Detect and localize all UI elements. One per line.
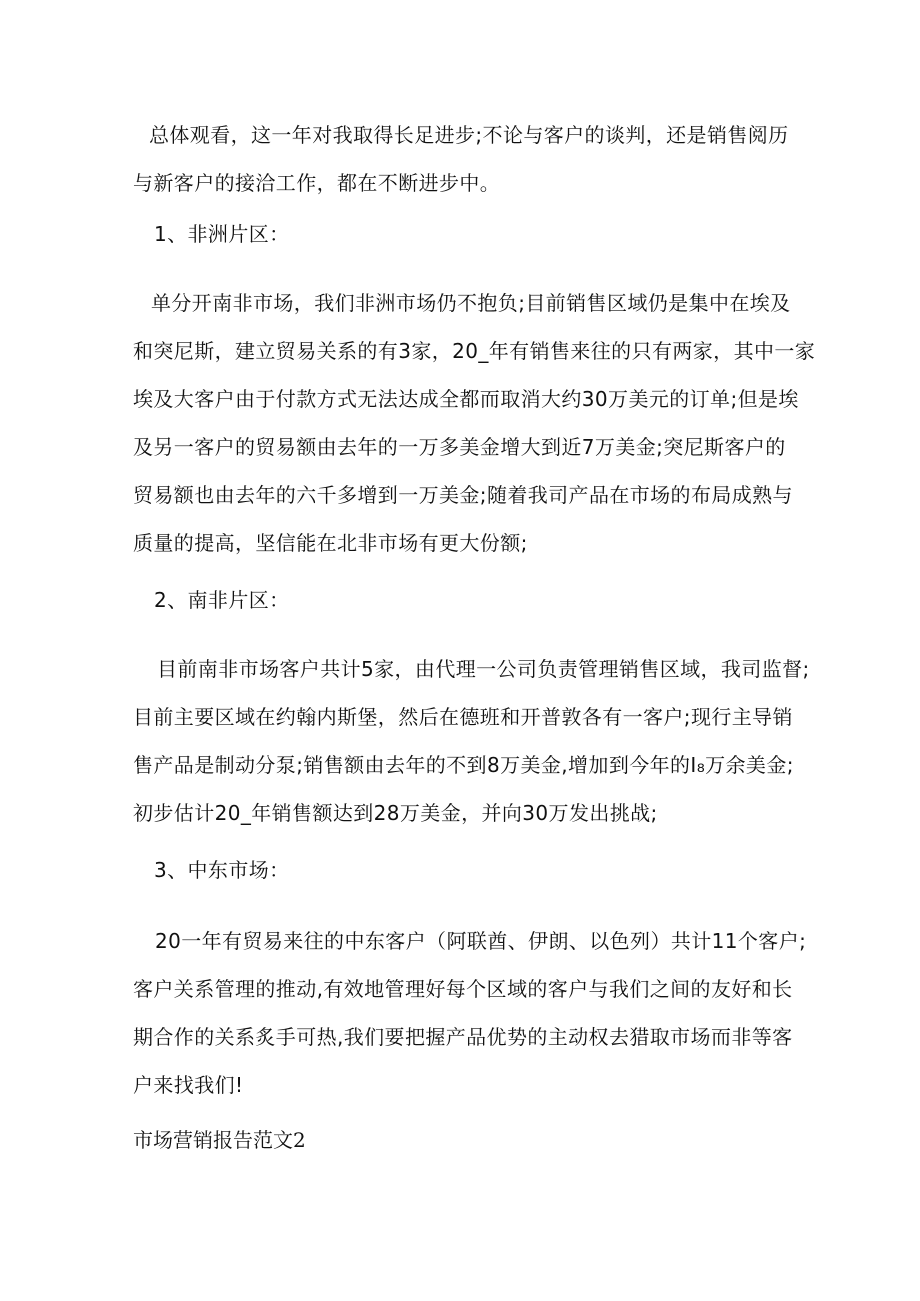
paragraph-line: 质量的提高，坚信能在北非市场有更大份额; xyxy=(133,531,528,555)
africa-paragraph xyxy=(133,279,816,567)
paragraph-line: 客户关系管理的推动,有效地管理好每个区域的客户与我们之间的友好和长 xyxy=(133,977,793,1001)
paragraph-line: 目前南非市场客户共计5家，由代理一公司负责管理销售区域，我司监督; xyxy=(157,657,810,681)
paragraph-line: 期合作的关系炙手可热,我们要把握产品优势的主动权去猎取市场而非等客 xyxy=(133,1025,793,1049)
paragraph-line: 20一年有贸易来往的中东客户（阿联酋、伊朗、以色列）共计11个客户; xyxy=(155,929,807,953)
section-heading-africa: 1、非洲片区： xyxy=(154,222,290,246)
paragraph-line: 初步估计20_年销售额达到28万美金，并向30万发出挑战; xyxy=(133,801,658,825)
paragraph-line: 户来找我们! xyxy=(133,1073,244,1097)
paragraph-line: 贸易额也由去年的六千多增到一万美金;随着我司产品在市场的布局成熟与 xyxy=(133,483,793,507)
next-report-title: 市场营销报告范文2 xyxy=(133,1128,306,1152)
paragraph-line: 单分开南非市场，我们非洲市场仍不抱负;目前销售区域仍是集中在埃及 xyxy=(151,291,791,315)
paragraph-line: 与新客户的接洽工作，都在不断进步中。 xyxy=(133,171,501,195)
section-heading-south-africa: 2、南非片区： xyxy=(154,588,290,612)
middle-east-paragraph xyxy=(133,917,807,1109)
section-heading-middle-east: 3、中东市场： xyxy=(154,858,290,882)
intro-paragraph xyxy=(133,111,793,207)
paragraph-line: 目前主要区域在约翰内斯堡，然后在德班和开普敦各有一客户;现行主导销 xyxy=(133,705,793,729)
paragraph-line: 及另一客户的贸易额由去年的一万多美金增大到近7万美金;突尼斯客户的 xyxy=(133,435,786,459)
paragraph-line: 和突尼斯，建立贸易关系的有3家，20_年有销售来往的只有两家，其中一家 xyxy=(133,339,816,363)
paragraph-line: 埃及大客户由于付款方式无法达成全都而取消大约30万美元的订单;但是埃 xyxy=(133,387,799,411)
paragraph-line: 总体观看，这一年对我取得长足进步;不论与客户的谈判，还是销售阅历 xyxy=(149,123,789,147)
paragraph-line: 售产品是制动分泵;销售额由去年的不到8万美金,增加到今年的I₈万余美金; xyxy=(133,753,794,777)
south-africa-paragraph xyxy=(133,645,810,837)
